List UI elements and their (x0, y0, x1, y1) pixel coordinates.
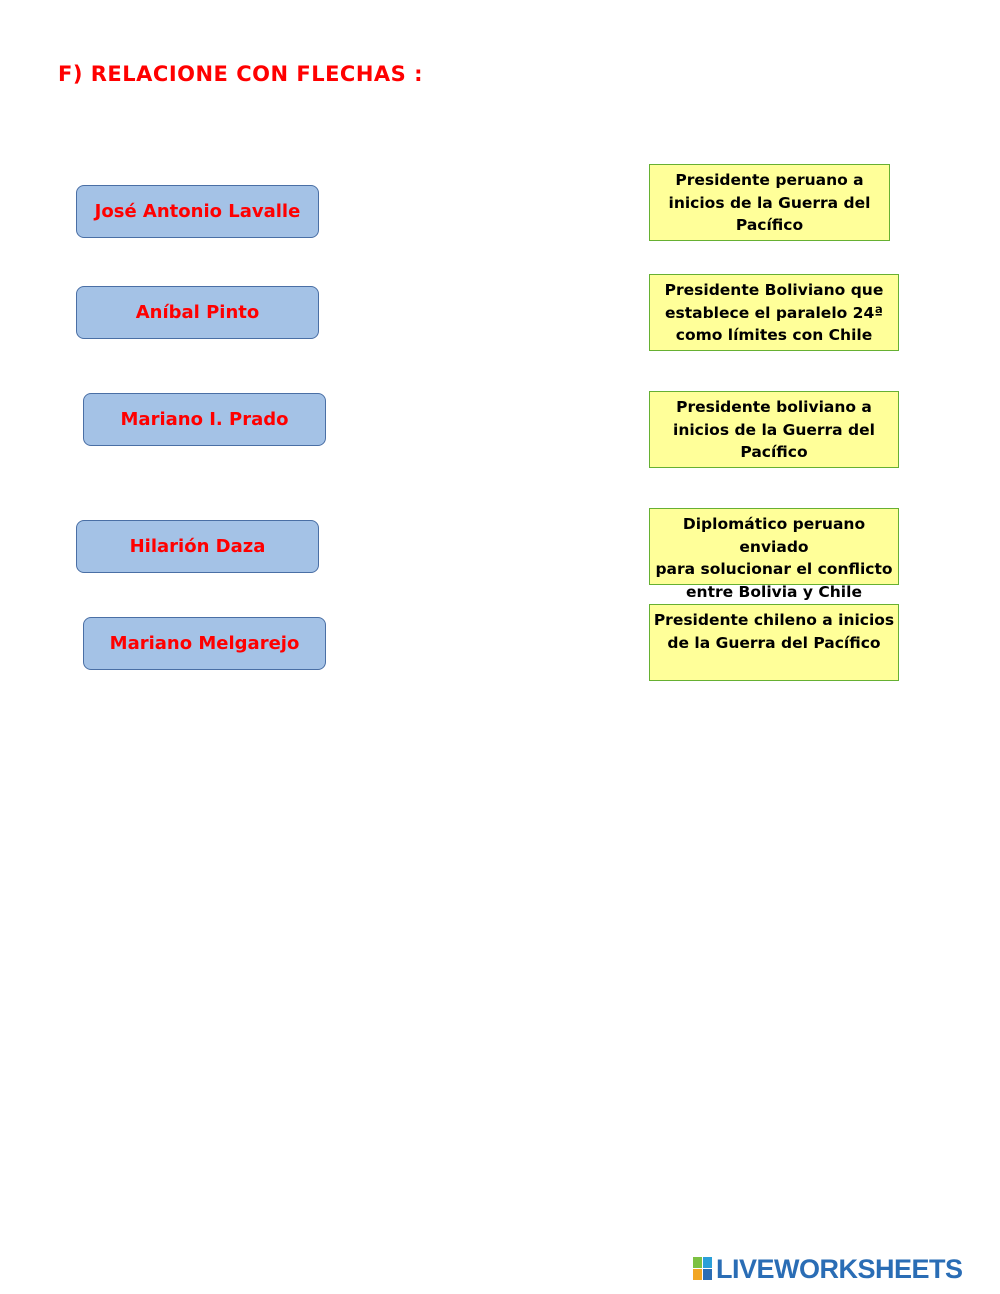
description-line: inicios de la Guerra del (673, 420, 875, 439)
description-line: de la Guerra del Pacífico (667, 633, 881, 652)
description-box-1[interactable] (649, 164, 890, 241)
logo-blocks-icon (693, 1257, 713, 1281)
description-line: inicios de la Guerra del (668, 193, 871, 212)
name-box-pinto[interactable]: Aníbal Pinto (76, 286, 319, 339)
description-line: Pacífico (735, 216, 804, 234)
liveworksheets-logo (693, 1254, 963, 1284)
description-line: Presidente boliviano a (676, 398, 872, 416)
description-box-2[interactable] (649, 274, 899, 351)
description-line: para solucionar el conflicto (655, 560, 893, 578)
description-box-3[interactable] (649, 391, 899, 468)
description-line: Diplomático peruano enviado (682, 515, 866, 556)
name-box-lavalle[interactable]: José Antonio Lavalle (76, 185, 319, 238)
description-line: entre Bolivia y Chile (686, 582, 862, 601)
logo-text: LIVEWORKSHEETS (716, 1253, 963, 1284)
name-box-melgarejo[interactable]: Mariano Melgarejo (83, 617, 326, 670)
description-line: Presidente chileno a inicios (653, 611, 895, 629)
description-line: Presidente peruano a (675, 171, 864, 189)
description-box-5[interactable] (649, 604, 899, 681)
description-box-4[interactable] (649, 508, 899, 601)
description-line: establece el paralelo 24ª (664, 303, 883, 322)
description-line: Presidente Boliviano que (664, 281, 884, 299)
name-box-prado[interactable]: Mariano I. Prado (83, 393, 326, 446)
description-line: como límites con Chile (675, 326, 873, 344)
exercise-heading: F) RELACIONE CON FLECHAS : (58, 62, 424, 86)
name-box-daza[interactable]: Hilarión Daza (76, 520, 319, 573)
description-line: Pacífico (740, 443, 808, 461)
